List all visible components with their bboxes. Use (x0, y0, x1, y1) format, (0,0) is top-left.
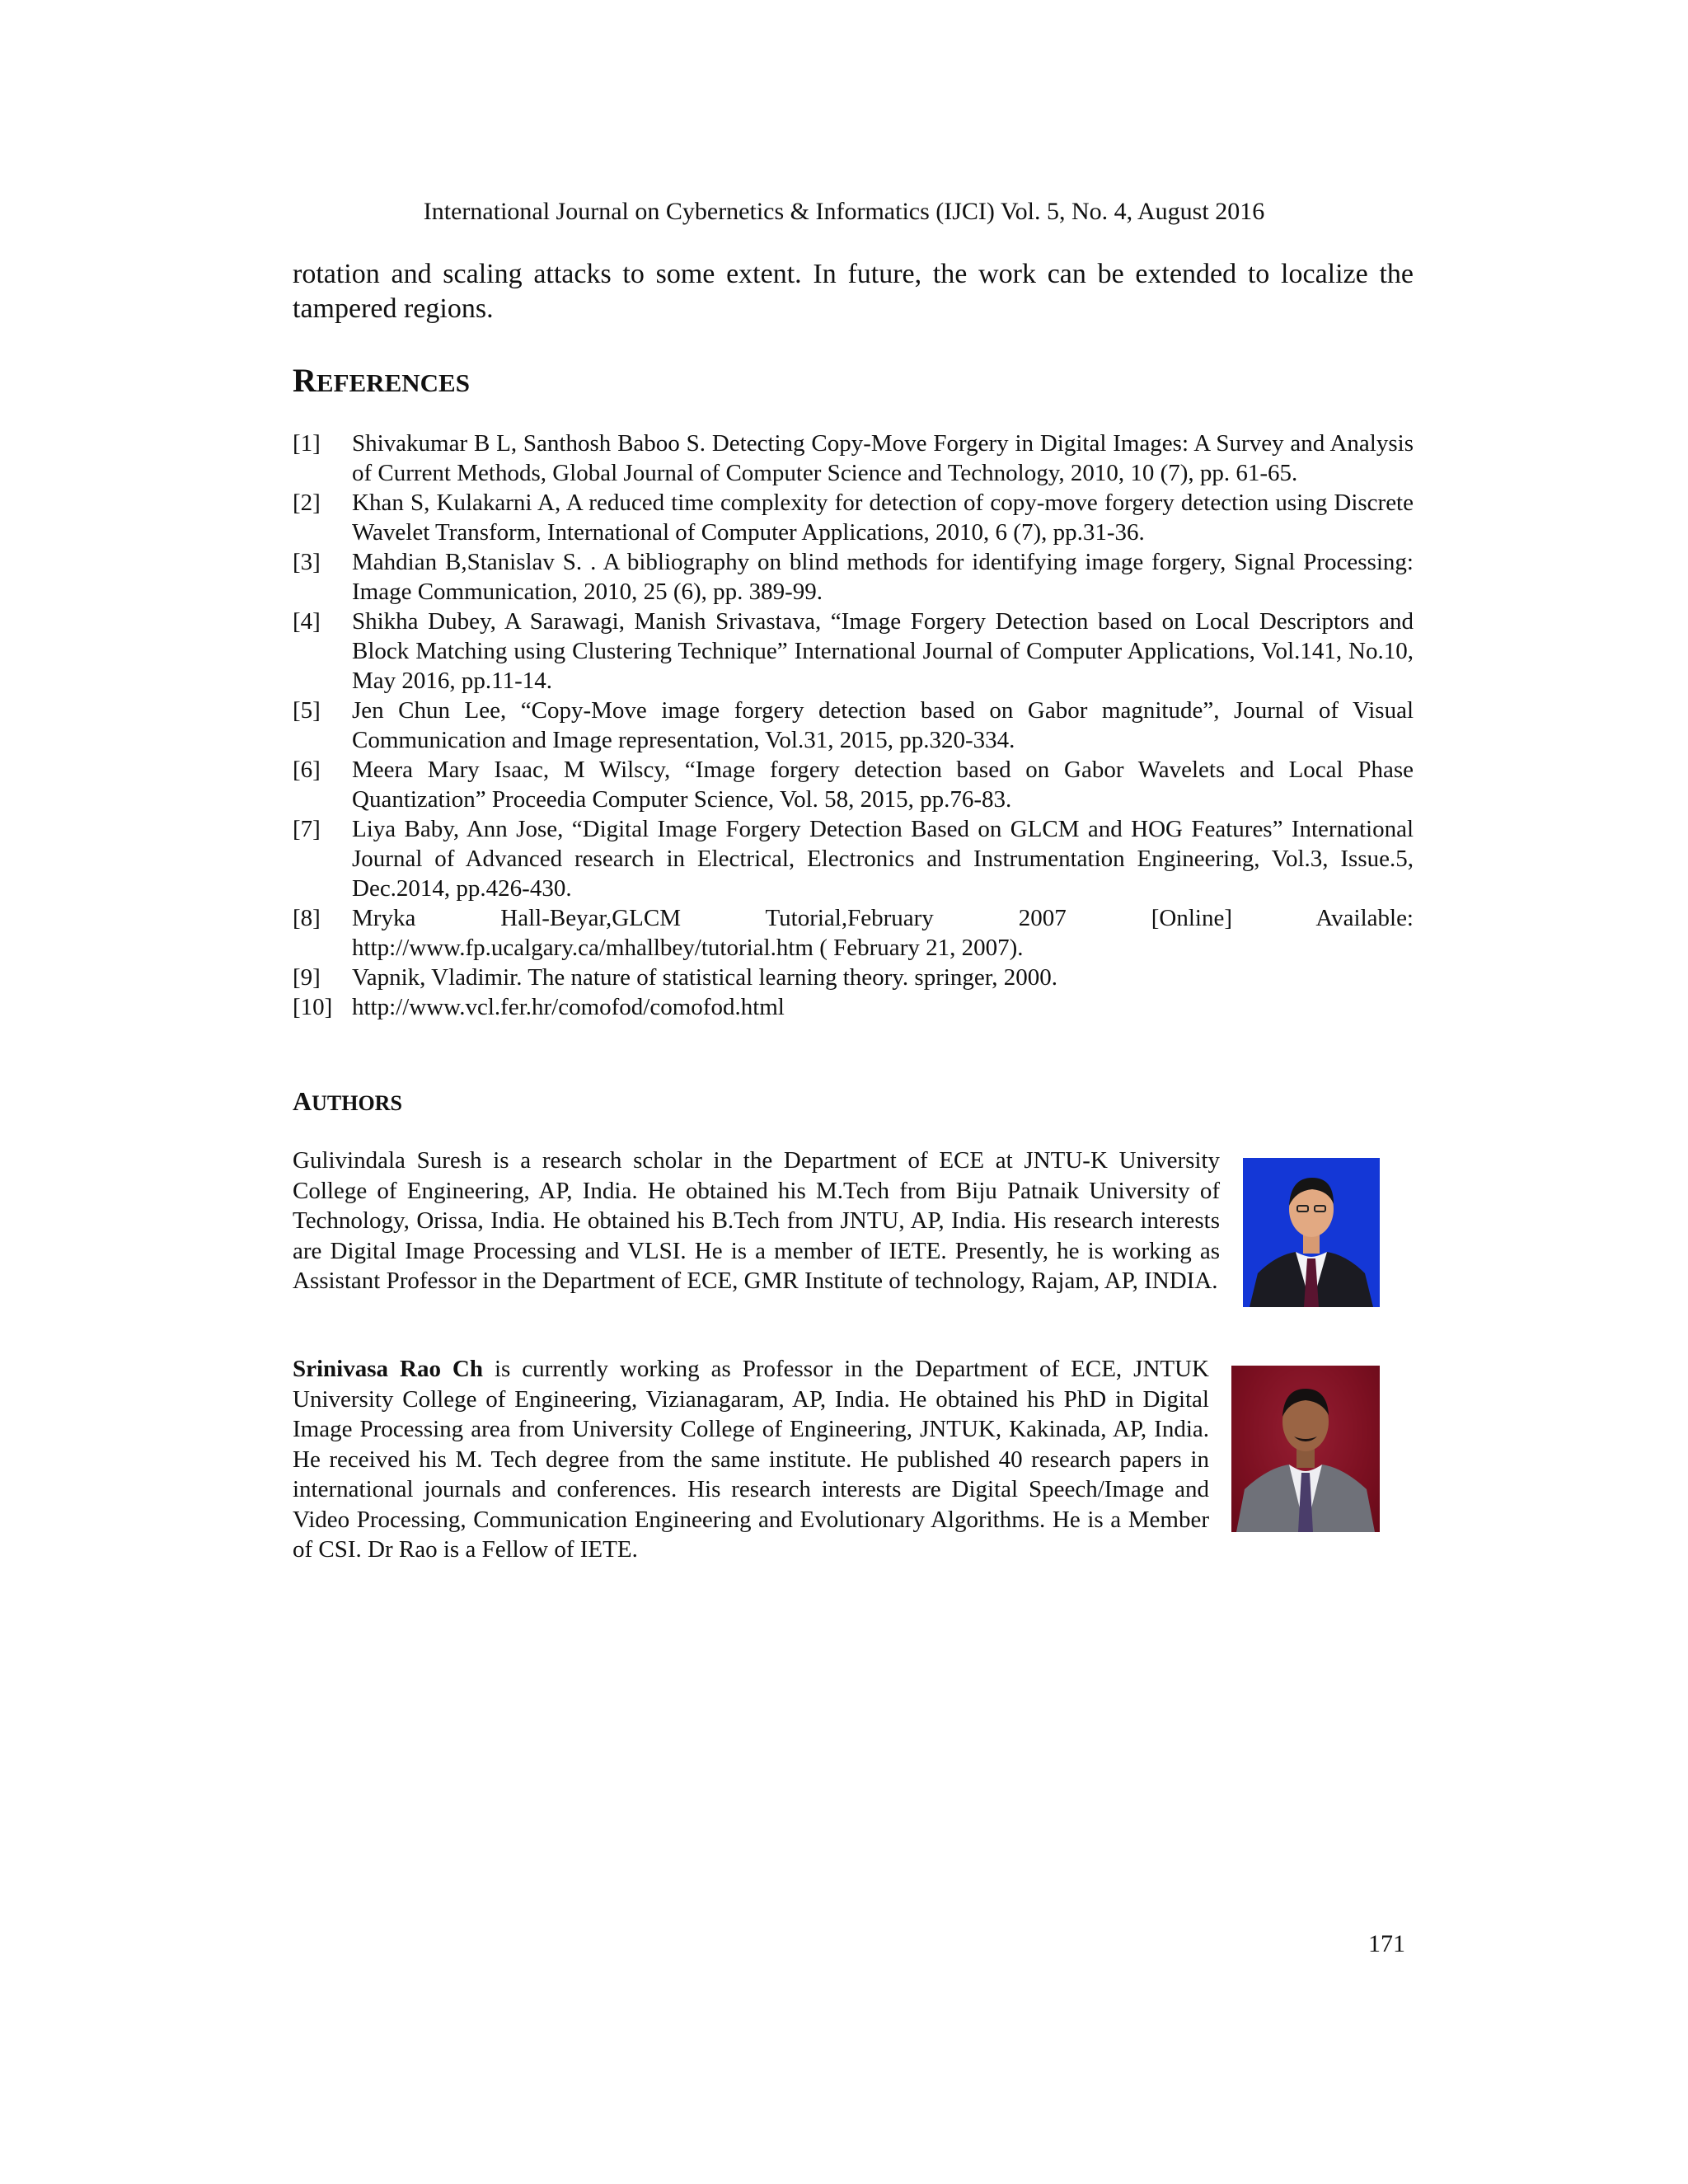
running-header: International Journal on Cybernetics & Informatics (IJCI) Vol. 5, No. 4, August 2016 (423, 198, 1265, 225)
reference-text: Mahdian B,Stanislav S. . A bibliography on blind methods for identifying image forgery, Signal Processing: Image Communication, 2010, 25 (6), pp. 389-99. (352, 549, 1414, 605)
reference-text: Shivakumar B L, Santhosh Baboo S. Detecting Copy-Move Forgery in Digital Images: A Survey and Analysis of Current Methods, Global Journal of Computer Science and Technology, 2010, 10 (7), pp. 61-65. (352, 430, 1414, 486)
reference-text: Vapnik, Vladimir. The nature of statistical learning theory. springer, 2000. (352, 964, 1058, 991)
reference-number: [10] (293, 994, 333, 1020)
reference-text: Liya Baby, Ann Jose, “Digital Image Forgery Detection Based on GLCM and HOG Features” International Journal of Advanced research in Electrical, Electronics and Instrumentation Engineering, Vol.3, Issue.5, Dec.2014, pp.426-430. (352, 816, 1414, 902)
reference-item (293, 903, 1414, 963)
references-heading-initial: R (293, 362, 316, 399)
reference-text: Mryka Hall-Beyar,GLCM Tutorial,February 2007 [Online] Available: http://www.fp.ucalgary.ca/mhallbey/tutorial.htm ( February 21, 2007). (352, 905, 1414, 961)
reference-text: Shikha Dubey, A Sarawagi, Manish Srivastava, “Image Forgery Detection based on Local Descriptors and Block Matching using Clustering Technique” International Journal of Computer Applications, Vol.141, No.10, May 2016, pp.11-14. (352, 608, 1414, 694)
reference-number: [9] (293, 964, 321, 991)
references-heading (293, 361, 470, 400)
reference-item (293, 547, 1414, 607)
portrait-icon (1243, 1158, 1380, 1307)
author-name-rao: Srinivasa Rao Ch (293, 1356, 483, 1382)
authors-heading-initial: A (293, 1086, 312, 1116)
reference-item (293, 992, 1414, 1022)
reference-item (293, 429, 1414, 488)
references-heading-rest: EFERENCES (316, 368, 470, 397)
reference-item (293, 963, 1414, 992)
reference-text: Khan S, Kulakarni A, A reduced time complexity for detection of copy-move forgery detection using Discrete Wavelet Transform, International of Computer Applications, 2010, 6 (7), pp.31-36. (352, 490, 1414, 546)
reference-number: [6] (293, 757, 321, 783)
author-photo-rao (1231, 1366, 1380, 1532)
reference-number: [2] (293, 490, 321, 516)
authors-heading (293, 1086, 402, 1117)
reference-list (293, 429, 1414, 1022)
reference-number: [4] (293, 608, 321, 635)
authors-heading-rest: UTHORS (312, 1091, 402, 1115)
reference-item (293, 607, 1414, 696)
author-bio-rao (293, 1354, 1209, 1565)
reference-number: [3] (293, 549, 321, 575)
reference-text: Meera Mary Isaac, M Wilscy, “Image forgery detection based on Gabor Wavelets and Local Phase Quantization” Proceedia Computer Science, Vol. 58, 2015, pp.76-83. (352, 757, 1414, 813)
reference-item (293, 488, 1414, 547)
author-bio-rao-text: is currently working as Professor in the Department of ECE, JNTUK University College of Engineering, Vizianagaram, AP, India. He obtained his PhD in Digital Image Processing area from University College of Engineering, JNTUK, Kakinada, AP, India. He received his M. Tech degree from the same institute. He published 40 research papers in international journals and conferences. His research interests are Digital Speech/Image and Video Processing, Communication Engineering and Evolutionary Algorithms. He is a Member of CSI. Dr Rao is a Fellow of IETE. (293, 1356, 1209, 1563)
reference-number: [1] (293, 430, 321, 457)
reference-number: [7] (293, 816, 321, 842)
author-photo-suresh (1243, 1158, 1380, 1307)
reference-item (293, 696, 1414, 755)
reference-number: [5] (293, 697, 321, 724)
author-bio-suresh: Gulivindala Suresh is a research scholar in the Department of ECE at JNTU-K University College of Engineering, AP, India. He obtained his M.Tech from Biju Patnaik University of Technology, Orissa, India. He obtained his B.Tech from JNTU, AP, India. His research interests are Digital Image Processing and VLSI. He is a member of IETE. Presently, he is working as Assistant Professor in the Department of ECE, GMR Institute of technology, Rajam, AP, INDIA. (293, 1147, 1220, 1294)
reference-item (293, 755, 1414, 814)
page-number: 171 (1368, 1930, 1405, 1957)
reference-text: Jen Chun Lee, “Copy-Move image forgery detection based on Gabor magnitude”, Journal of Visual Communication and Image representation, Vol.31, 2015, pp.320-334. (352, 697, 1414, 753)
reference-number: [8] (293, 905, 321, 931)
continuation-paragraph: rotation and scaling attacks to some extent. In future, the work can be extended to localize the tampered regions. (293, 259, 1414, 324)
reference-link[interactable]: http://www.vcl.fer.hr/comofod/comofod.html (352, 994, 785, 1020)
portrait-icon (1231, 1366, 1380, 1532)
reference-item (293, 814, 1414, 903)
